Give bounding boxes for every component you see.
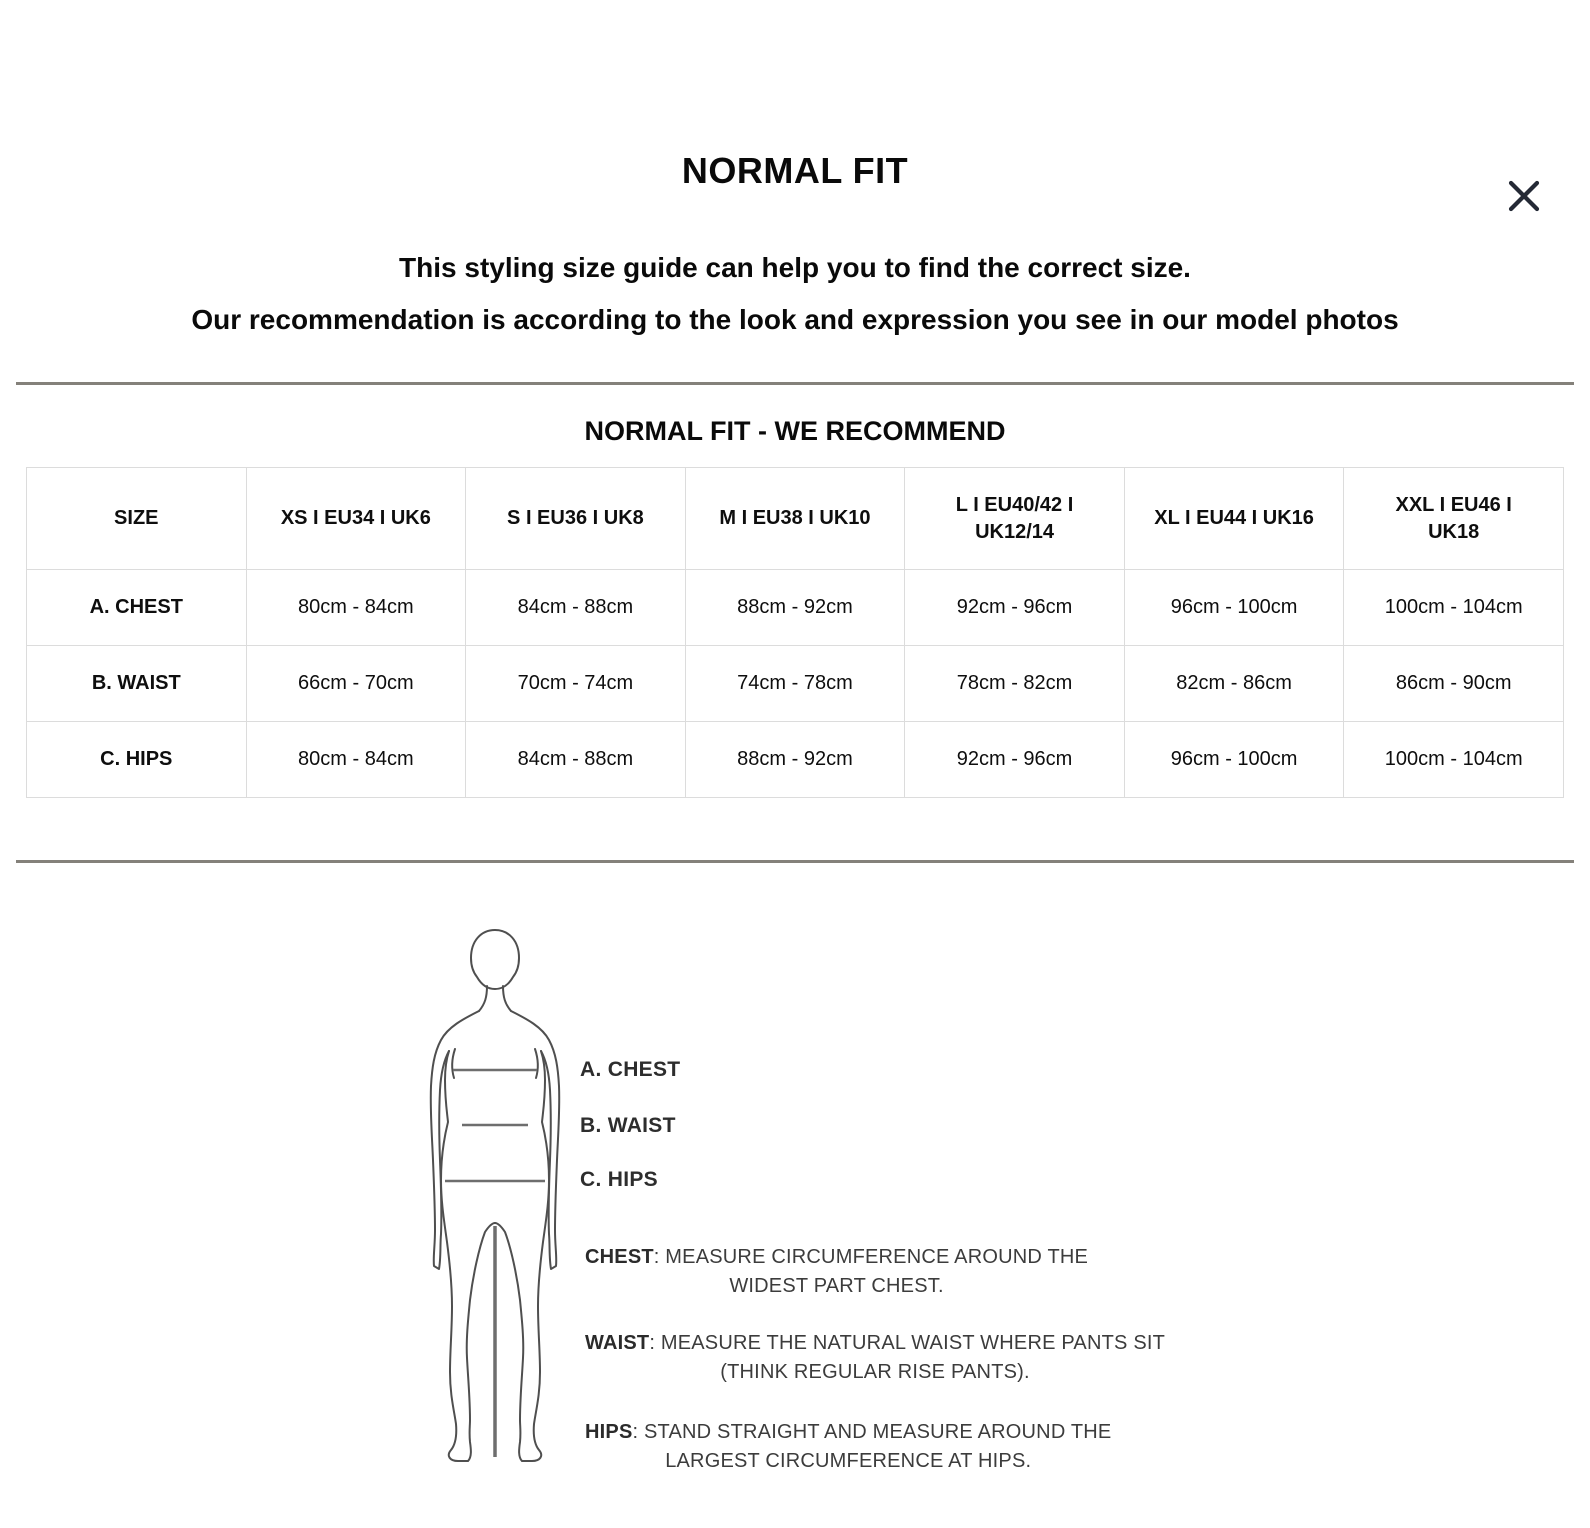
body-figure bbox=[405, 900, 585, 1470]
row-label-hips: C. HIPS bbox=[27, 722, 247, 798]
size-cell: 66cm - 70cm bbox=[246, 646, 466, 722]
column-header-s: S I EU36 I UK8 bbox=[466, 468, 686, 570]
size-guide-modal bbox=[0, 150, 1590, 1528]
instruction-waist bbox=[585, 1329, 1165, 1387]
figure-chest-crease-right bbox=[535, 1049, 538, 1078]
instruction-chest-term: CHEST bbox=[585, 1246, 654, 1268]
instruction-chest-line-2: WIDEST PART CHEST. bbox=[729, 1275, 944, 1297]
page-title: NORMAL FIT bbox=[681, 150, 909, 191]
size-cell: 84cm - 88cm bbox=[466, 722, 686, 798]
column-header-xs: XS I EU34 I UK6 bbox=[246, 468, 466, 570]
instruction-chest-line-1: CHEST: MEASURE CIRCUMFERENCE AROUND THE bbox=[585, 1246, 1089, 1268]
diagram-label-hips: C. HIPS bbox=[580, 1168, 658, 1191]
divider-top bbox=[16, 382, 1574, 385]
size-cell: 88cm - 92cm bbox=[685, 722, 905, 798]
size-cell: 80cm - 84cm bbox=[246, 722, 466, 798]
subtitle bbox=[0, 242, 1590, 346]
instruction-hips bbox=[585, 1418, 1111, 1476]
size-cell: 96cm - 100cm bbox=[1124, 722, 1344, 798]
size-cell: 100cm - 104cm bbox=[1344, 570, 1564, 646]
table-row-waist bbox=[27, 646, 1564, 722]
column-header-m: M I EU38 I UK10 bbox=[685, 468, 905, 570]
size-cell: 84cm - 88cm bbox=[466, 570, 686, 646]
table-title: NORMAL FIT - WE RECOMMEND bbox=[584, 416, 1006, 446]
size-cell: 92cm - 96cm bbox=[905, 570, 1125, 646]
column-header-l: L I EU40/42 I UK12/14 bbox=[905, 468, 1125, 570]
size-cell: 74cm - 78cm bbox=[685, 646, 905, 722]
size-cell: 96cm - 100cm bbox=[1124, 570, 1344, 646]
row-label-chest: A. CHEST bbox=[27, 570, 247, 646]
figure-right-torso-leg bbox=[495, 1051, 549, 1461]
size-cell: 100cm - 104cm bbox=[1344, 722, 1564, 798]
subtitle-line-1: This styling size guide can help you to find the correct size. bbox=[399, 252, 1191, 283]
size-cell: 80cm - 84cm bbox=[246, 570, 466, 646]
table-row-hips bbox=[27, 722, 1564, 798]
instruction-waist-term: WAIST bbox=[585, 1332, 650, 1354]
size-cell: 70cm - 74cm bbox=[466, 646, 686, 722]
size-cell: 82cm - 86cm bbox=[1124, 646, 1344, 722]
size-cell: 92cm - 96cm bbox=[905, 722, 1125, 798]
size-cell: 78cm - 82cm bbox=[905, 646, 1125, 722]
instruction-hips-line-2: LARGEST CIRCUMFERENCE AT HIPS. bbox=[665, 1450, 1032, 1472]
figure-neck-left bbox=[479, 986, 487, 1011]
close-icon bbox=[1504, 176, 1544, 216]
column-header-xxl: XXL I EU46 I UK18 bbox=[1344, 468, 1564, 570]
figure-head bbox=[471, 930, 519, 989]
size-table bbox=[26, 467, 1564, 798]
instruction-waist-line-2: (THINK REGULAR RISE PANTS). bbox=[720, 1361, 1030, 1383]
size-cell: 86cm - 90cm bbox=[1344, 646, 1564, 722]
figure-left-torso-leg bbox=[441, 1051, 495, 1461]
subtitle-line-2: Our recommendation is according to the look and expression you see in our model photos bbox=[191, 304, 1399, 335]
column-header-xl: XL I EU44 I UK16 bbox=[1124, 468, 1344, 570]
size-cell: 88cm - 92cm bbox=[685, 570, 905, 646]
header-row bbox=[27, 468, 1564, 570]
row-label-waist: B. WAIST bbox=[27, 646, 247, 722]
figure-chest-crease-left bbox=[452, 1049, 455, 1078]
diagram-label-waist: B. WAIST bbox=[580, 1114, 676, 1137]
instruction-chest bbox=[585, 1243, 1088, 1301]
instruction-hips-term: HIPS bbox=[585, 1421, 633, 1443]
instruction-waist-line-1: WAIST: MEASURE THE NATURAL WAIST WHERE PANTS SIT bbox=[585, 1332, 1166, 1354]
body-measurement-diagram bbox=[0, 863, 1590, 1513]
diagram-label-chest: A. CHEST bbox=[580, 1058, 681, 1081]
figure-neck-right bbox=[503, 986, 511, 1011]
column-header-size: SIZE bbox=[27, 468, 247, 570]
table-row-chest bbox=[27, 570, 1564, 646]
instruction-hips-line-1: HIPS: STAND STRAIGHT AND MEASURE AROUND THE bbox=[585, 1421, 1112, 1443]
close-button[interactable] bbox=[1502, 174, 1546, 218]
